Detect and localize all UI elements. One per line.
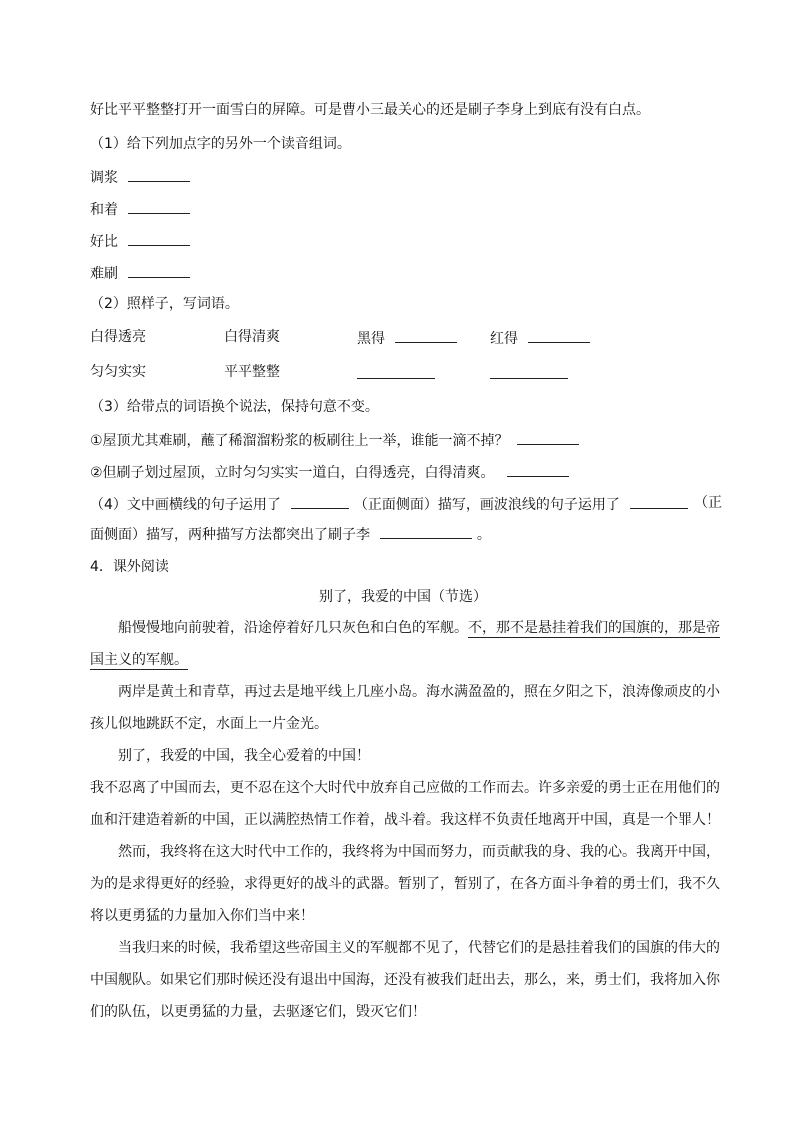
q2-answer-blank-3[interactable] [357, 364, 435, 379]
article-p1-underlined-2: 国主义的军舰。 [90, 652, 188, 668]
q4-text-d: 面侧面）描写，两种描写方法都突出了刷子李 [90, 527, 370, 543]
article-p5-line-3: 将以更勇猛的力量加入你们当中来！ [90, 908, 314, 924]
q3-answer-blank-2[interactable] [507, 462, 569, 477]
q1-answer-blank-2[interactable] [128, 199, 190, 214]
article-p5-line-2: 为的是求得更好的经验，求得更好的战斗的武器。暂别了，暂别了，在各方面斗争着的勇士们，我不久 [90, 876, 720, 892]
q3-sentence-text: ②但刷子划过屋顶，立时匀匀实实一道白，白得透亮，白得清爽。 [90, 465, 495, 481]
section-4-heading: 4．课外阅读 [90, 559, 169, 575]
q4-line-2 [90, 524, 491, 544]
q2-item-red [490, 328, 590, 348]
q1-answer-blank-4[interactable] [128, 263, 190, 278]
article-p1-line-2 [90, 651, 188, 669]
article-p3-line-1: 别了，我爱的中国，我全心爱着的中国！ [118, 748, 370, 764]
q2-example-1: 白得透亮 [90, 329, 146, 345]
article-p6-line-2: 中国舰队。如果它们那时候还没有退出中国海，还没有被我们赶出去，那么，来，勇士们，我将加入你 [90, 972, 720, 988]
article-p4-line-2: 血和汗建造着新的中国，正以满腔热情工作着，战斗着。我这样不负责任地离开中国，真是一个罪人！ [90, 812, 720, 828]
article-p1-text: 船慢慢地向前驶着，沿途停着好几只灰色和白色的军舰。 [118, 620, 468, 636]
q4-text-c: （正 [694, 495, 722, 511]
q3-prompt: （3）给带点的词语换个说法，保持句意不变。 [90, 399, 379, 415]
article-title: 别了，我爱的中国（节选） [319, 589, 487, 605]
article-p6-line-3: 们的队伍，以更勇猛的力量，去驱逐它们，毁灭它们！ [90, 1004, 426, 1020]
q1-item-1 [90, 167, 190, 187]
q2-answer-blank-4[interactable] [490, 364, 568, 379]
q1-word: 好比 [90, 234, 118, 250]
q3-answer-blank-1[interactable] [517, 430, 579, 445]
q2-answer-blank-1[interactable] [395, 328, 457, 343]
q1-word: 和着 [90, 202, 118, 218]
q1-word: 难刷 [90, 266, 118, 282]
q2-prompt: （2）照样子，写词语。 [90, 296, 239, 312]
q3-sentence-2 [90, 462, 569, 482]
q1-answer-blank-1[interactable] [128, 167, 190, 182]
q3-sentence-text: ①屋顶尤其难刷，蘸了稀溜溜粉浆的板刷往上一举，谁能一滴不掉？ [90, 433, 509, 449]
q4-text-e: 。 [476, 527, 491, 543]
article-p2-line-1: 两岸是黄土和青草，再过去是地平线上几座小岛。海水满盈盈的，照在夕阳之下，浪涛像顽皮的小 [118, 684, 720, 700]
q2-example-3: 匀匀实实 [90, 364, 146, 380]
q4-answer-blank-1[interactable] [291, 494, 349, 509]
article-p1-underlined-1: 不，那不是悬挂着我们的国旗的，那是帝 [468, 620, 720, 636]
passage-tail-line: 好比平平整整打开一面雪白的屏障。可是曹小三最关心的还是刷子李身上到底有没有白点。 [90, 102, 650, 118]
q2-word: 黑得 [357, 331, 385, 347]
q4-answer-blank-3[interactable] [380, 524, 472, 539]
q1-prompt: （1）给下列加点字的另外一个读音组词。 [90, 136, 351, 152]
q4-line-1 [90, 494, 688, 514]
q4-text-a: （4）文中画横线的句子运用了 [90, 497, 281, 513]
article-p4-line-1: 我不忍离了中国而去，更不忍在这个大时代中放弃自己应做的工作而去。许多亲爱的勇士正在用他们的 [90, 780, 720, 796]
q2-word: 红得 [490, 331, 518, 347]
q1-word: 调浆 [90, 170, 118, 186]
q1-item-2 [90, 199, 190, 219]
q1-item-3 [90, 231, 190, 251]
article-p6-line-1: 当我归来的时候，我希望这些帝国主义的军舰都不见了，代替它们的是悬挂着我们的国旗的伟大的 [118, 940, 720, 956]
article-p2-line-2: 孩儿似地跳跃不定，水面上一片金光。 [90, 716, 328, 732]
q2-item-black [357, 328, 457, 348]
article-p1-line-1 [118, 619, 720, 637]
q3-sentence-1 [90, 430, 579, 450]
q4-text-b: （正面侧面）描写，画波浪线的句子运用了 [353, 497, 620, 513]
q2-answer-blank-2[interactable] [528, 328, 590, 343]
q1-item-4 [90, 263, 190, 283]
q4-answer-blank-2[interactable] [630, 494, 688, 509]
q1-answer-blank-3[interactable] [128, 231, 190, 246]
q2-example-4: 平平整整 [224, 364, 280, 380]
article-p5-line-1: 然而，我终将在这大时代中工作的，我终将为中国而努力，而贡献我的身、我的心。我离开中国， [118, 844, 720, 860]
q2-example-2: 白得清爽 [224, 329, 280, 345]
